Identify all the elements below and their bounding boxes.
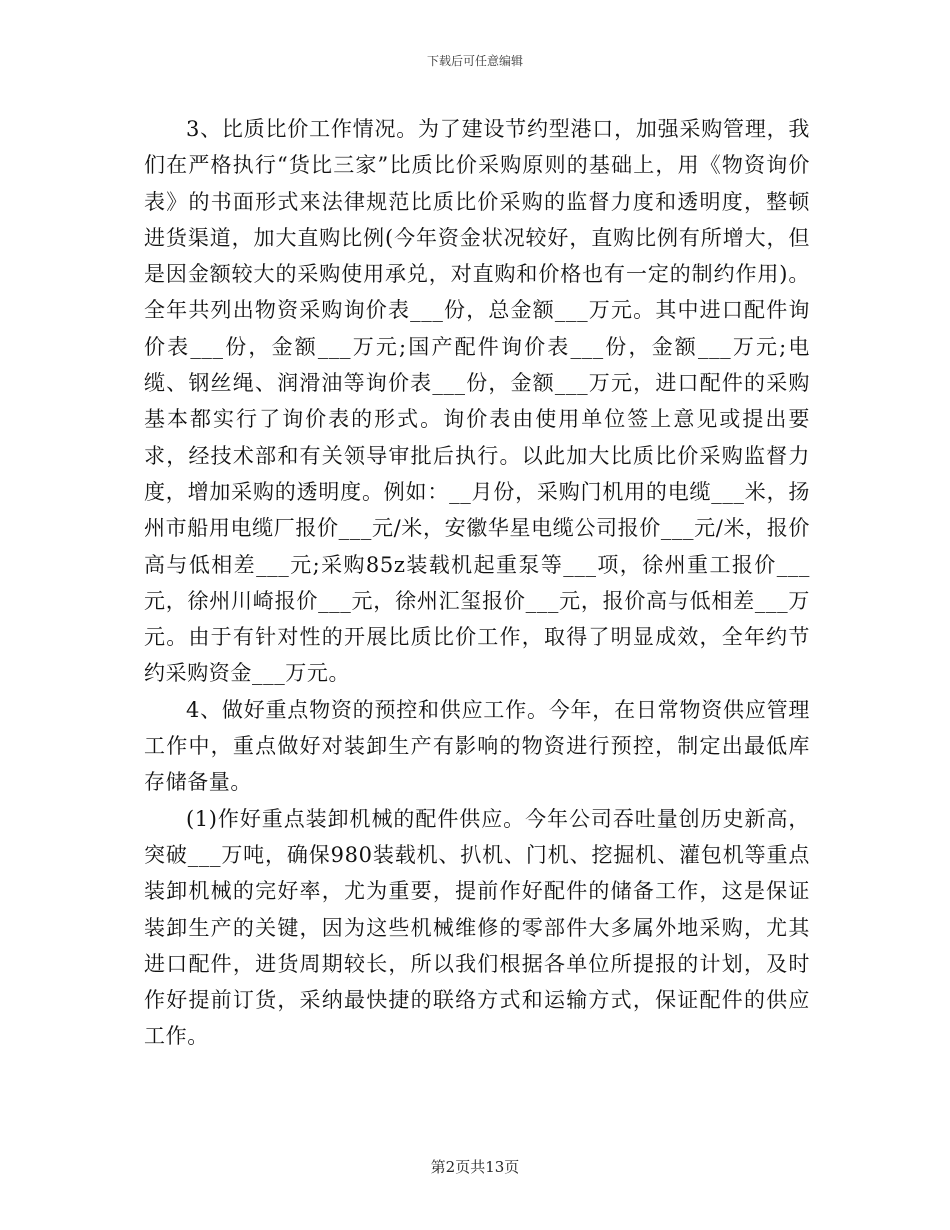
- page-header: 下载后可任意编辑: [426, 54, 523, 68]
- page-number: 第2页共13页: [430, 1158, 520, 1176]
- paragraph-key-materials: 4、做好重点物资的预控和供应工作。今年，在日常物资供应管理工作中，重点做好对装卸生产有影响的物资进行预控，制定出最低库存储备量。: [144, 697, 810, 795]
- document-body: [144, 111, 810, 1055]
- paragraph-price-comparison: 3、比质比价工作情况。为了建设节约型港口，加强采购管理，我们在严格执行“货比三家”比质比价采购原则的基础上，用《物资询价表》的书面形式来法律规范比质比价采购的监督力度和透明度，整顿进货渠道，加大直购比例(今年资金状况较好，直购比例有所增大，但是因金额较大的采购使用承兑，对直购和价格也有一定的制约作用)。全年共列出物资采购询价表___份，总金额___万元。其中进口配件询价表___份，金额___万元;国产配件询价表___份，金额___万元;电缆、钢丝绳、润滑油等询价表___份，金额___万元，进口配件的采购基本都实行了询价表的形式。询价表由使用单位签上意见或提出要求，经技术部和有关领导审批后执行。以此加大比质比价采购监督力度，增加采购的透明度。例如：__月份，采购门机用的电缆___米，扬州市船用电缆厂报价___元/米，安徽华星电缆公司报价___元/米，报价高与低相差___元;采购85z装载机起重泵等___项，徐州重工报价___元，徐州川崎报价___元，徐州汇玺报价___元，报价高与低相差___万元。由于有针对性的开展比质比价工作，取得了明显成效，全年约节约采购资金___万元。: [144, 117, 810, 686]
- paragraph-parts-supply: (1)作好重点装卸机械的配件供应。今年公司吞吐量创历史新高，突破___万吨，确保980装载机、扒机、门机、挖掘机、灌包机等重点装卸机械的完好率，尤为重要，提前作好配件的储备工作，这是保证装卸生产的关键，因为这些机械维修的零部件大多属外地采购，尤其进口配件，进货周期较长，所以我们根据各单位所提报的计划，及时作好提前订货，采纳最快捷的联络方式和运输方式，保证配件的供应工作。: [144, 806, 810, 1049]
